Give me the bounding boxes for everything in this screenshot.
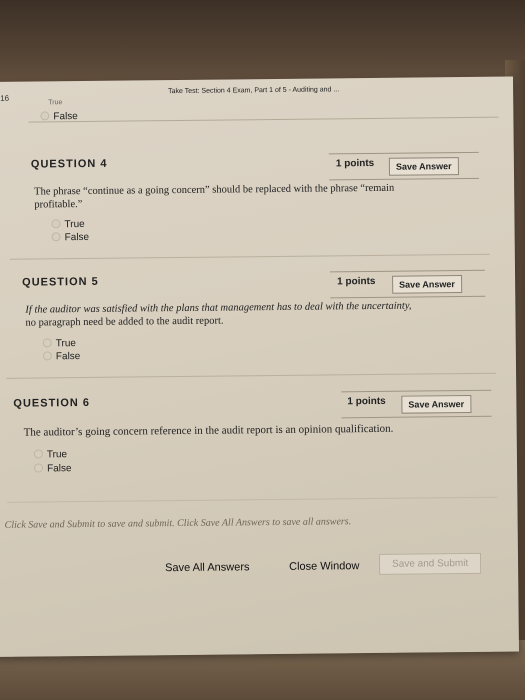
option-label: False (64, 231, 90, 244)
divider (7, 497, 497, 503)
page-number: 16 (0, 93, 10, 103)
question-6-title: QUESTION 6 (13, 396, 91, 410)
question-5-header-rule (330, 270, 485, 273)
question-6-option-false[interactable] (34, 463, 72, 474)
radio-true[interactable] (43, 338, 52, 347)
save-all-answers-button[interactable]: Save All Answers (165, 561, 250, 575)
question-6-points: 1 points (347, 395, 386, 408)
question-5-save-answer-button[interactable]: Save Answer (392, 275, 462, 294)
question-6-option-true[interactable] (34, 449, 67, 460)
window-title: Take Test: Section 4 Exam, Part 1 of 5 - Auditing and ... (168, 86, 340, 96)
question-4-header-rule-bottom (329, 178, 479, 181)
option-label: False (55, 351, 81, 363)
save-and-submit-button[interactable]: Save and Submit (379, 553, 481, 575)
question-4-title: QUESTION 4 (30, 157, 108, 171)
question-5-option-false[interactable] (43, 351, 81, 362)
question-6-text: The auditor’s going concern reference in the audit report is an opinion qualification. (23, 422, 394, 439)
divider (10, 254, 490, 260)
divider (28, 117, 498, 123)
radio-false[interactable] (52, 232, 61, 241)
question-5-option-true[interactable] (43, 338, 76, 349)
radio-false[interactable] (34, 463, 43, 472)
question-6-header-rule (341, 390, 491, 393)
question-4-text-line1: The phrase “continue as a going concern” should be replaced with the phrase “remain (34, 182, 395, 198)
divider (6, 373, 496, 379)
question-5-text-line1: If the auditor was satisfied with the plans that management has to deal with the uncertainty, (25, 300, 412, 316)
exam-page (0, 77, 519, 657)
option-label: True (64, 218, 85, 231)
option-label: False (53, 111, 78, 123)
close-window-button[interactable]: Close Window (289, 560, 360, 573)
question-4-option-false[interactable] (52, 232, 90, 243)
question-5-header-rule-bottom (330, 296, 485, 299)
question-4-option-true[interactable] (51, 219, 84, 230)
question-5-title: QUESTION 5 (22, 275, 99, 289)
question-6-header-rule-bottom (342, 416, 492, 419)
previous-true-label: True (48, 99, 63, 107)
question-5-points: 1 points (337, 275, 376, 288)
question-4-text-line2: profitable.” (34, 199, 83, 211)
radio-true[interactable] (51, 219, 60, 228)
radio-false[interactable] (43, 351, 52, 360)
option-label: True (55, 338, 77, 350)
option-label: False (46, 463, 72, 475)
option-label: True (46, 449, 68, 461)
radio-true[interactable] (34, 449, 43, 458)
question-6-save-answer-button[interactable]: Save Answer (401, 395, 471, 414)
radio-false[interactable] (40, 111, 49, 120)
question-4-save-answer-button[interactable]: Save Answer (389, 157, 459, 176)
question-4-points: 1 points (335, 157, 375, 170)
footer-instructions: Click Save and Submit to save and submit. Click Save All Answers to save all answers. (4, 516, 352, 531)
question-4-header-rule (329, 152, 479, 155)
question-5-text-line2: no paragraph need be added to the audit report. (25, 315, 224, 329)
